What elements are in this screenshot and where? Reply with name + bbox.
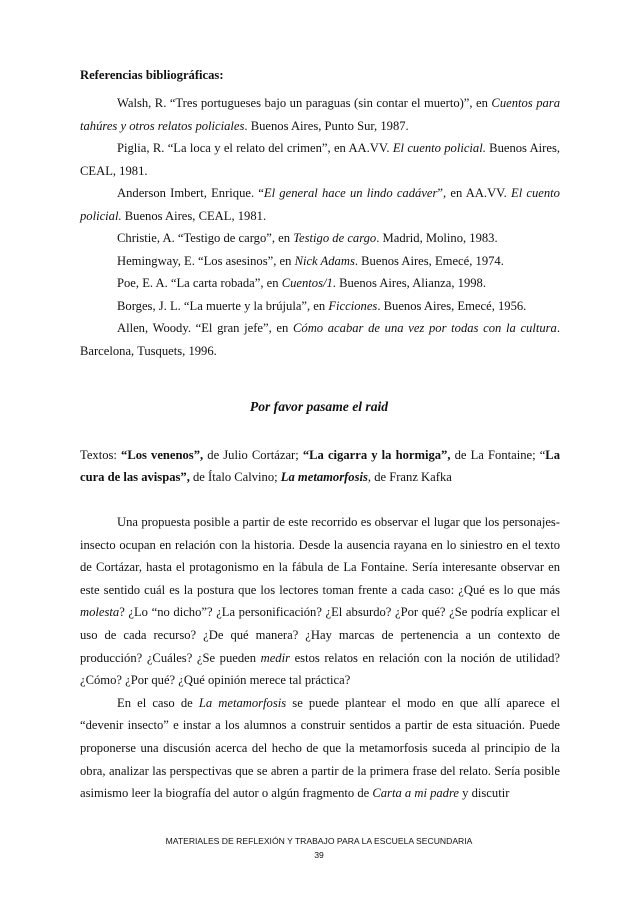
section-title: Por favor pasame el raid: [249, 399, 389, 414]
text-run: Carta a mi padre: [372, 786, 460, 801]
text-run: La cura de las avispas”,: [80, 448, 560, 484]
text-run: Cómo acabar de una vez por todas con la cultura: [293, 321, 557, 335]
reference-entry: [80, 250, 560, 273]
text-run: La metamorfosis: [198, 695, 287, 710]
text-run: Una propuesta posible a partir de este recorrido es observar el lugar que los personajes-insecto ocupan en relación con la historia. Desde la ausencia rayana en lo siniestro en el texto de Cortázar, hasta el protagonismo en la fábula de La Fontaine. Sería interesante observar en este sentido cuál es la postura que los lectores toman frente a cada caso: ¿Qué es lo que más: [80, 515, 560, 597]
text-run: de La Fontaine; “: [450, 448, 546, 462]
body-paragraph: [80, 692, 560, 805]
text-run: Anderson Imbert, Enrique. “: [117, 186, 264, 200]
text-run: . Buenos Aires, Emecé, 1956.: [377, 298, 527, 313]
page-footer: [0, 834, 638, 862]
references-list: [80, 92, 560, 362]
text-run: Testigo de cargo: [293, 231, 377, 245]
text-run: Hemingway, E. “Los asesinos”, en: [117, 253, 295, 268]
text-run: Poe, E. A. “La carta robada”, en: [117, 276, 282, 290]
text-run: . Buenos Aires, Punto Sur, 1987.: [244, 118, 409, 133]
texts-line: [80, 444, 560, 488]
text-run: Buenos Aires, CEAL, 1981.: [121, 208, 267, 223]
text-run: . Buenos Aires, Emecé, 1974.: [354, 253, 504, 268]
text-run: En el caso de: [117, 695, 199, 710]
reference-entry: [80, 272, 560, 295]
reference-entry: [80, 182, 560, 227]
text-run: Textos:: [80, 448, 122, 462]
body-text: [80, 511, 560, 805]
text-run: “Los venenos”,: [121, 448, 204, 462]
text-run: . Buenos Aires, Alianza, 1998.: [332, 276, 486, 290]
text-run: La metamorfosis: [280, 470, 368, 484]
text-run: de Julio Cortázar;: [203, 448, 303, 462]
page-number: 39: [314, 850, 324, 860]
text-run: . Madrid, Molino, 1983.: [376, 231, 498, 245]
reference-entry: [80, 317, 560, 362]
text-run: , de Franz Kafka: [367, 470, 452, 484]
reference-entry: [80, 92, 560, 137]
text-run: Christie, A. “Testigo de cargo”, en: [117, 231, 294, 245]
text-run: . Barcelona, Tusquets, 1996.: [80, 321, 560, 358]
text-run: Allen, Woody. “El gran jefe”, en: [117, 321, 293, 335]
reference-entry: [80, 137, 560, 182]
text-run: Walsh, R. “Tres portugueses bajo un paraguas (sin contar el muerto)”, en: [117, 96, 492, 110]
text-run: El cuento policial.: [392, 141, 486, 155]
text-run: se puede plantear el modo en que allí aparece el “devenir insecto” e instar a los alumnos a construir sentidos a partir de esta situación. Puede proponerse una discusión acerca del hecho de que la metamorfosis suceda al principio de la obra, analizar las perspectivas que se abren a partir de la primera frase del relato. Sería posible asimismo leer la biografía del autor o algún fragmento de: [80, 695, 561, 801]
text-run: Borges, J. L. “La muerte y la brújula”, en: [117, 298, 329, 313]
text-run: Buenos Aires, CEAL, 1981.: [80, 141, 561, 178]
text-run: Nick Adams: [294, 253, 355, 268]
text-run: Cuentos/1: [281, 276, 333, 290]
text-run: y discutir: [459, 786, 510, 801]
text-run: Piglia, R. “La loca y el relato del crimen”, en AA.VV.: [117, 141, 393, 155]
text-run: de Ítalo Calvino;: [189, 470, 281, 484]
text-run: ”, en AA.VV.: [437, 186, 512, 200]
footer-title: MATERIALES DE REFLEXIÓN Y TRABAJO PARA LA ESCUELA SECUNDARIA: [165, 836, 473, 846]
reference-entry: [80, 295, 560, 318]
text-run: Cuentos para tahúres y otros relatos policiales: [80, 96, 560, 133]
references-heading: Referencias bibliográficas:: [80, 68, 224, 82]
text-run: El cuento policial.: [80, 186, 560, 223]
text-run: estos relatos en relación con la noción de utilidad? ¿Cómo? ¿Por qué? ¿Qué opinión merece tal práctica?: [80, 650, 560, 688]
body-paragraph: [80, 511, 560, 692]
text-run: El general hace un lindo cadáver: [263, 186, 438, 200]
text-run: “La cigarra y la hormiga”,: [302, 448, 451, 462]
text-run: [281, 470, 368, 484]
text-run: molesta: [80, 605, 120, 620]
text-run: medir: [260, 650, 290, 665]
text-run: ? ¿Lo “no dicho”? ¿La personificación? ¿El absurdo? ¿Por qué? ¿Se podría explicar el uso de cada recurso? ¿De qué manera? ¿Hay marcas de pertenencia a un contexto de producción? ¿Cuáles? ¿Se pueden: [80, 605, 560, 665]
text-run: Ficciones: [328, 298, 378, 313]
reference-entry: [80, 227, 560, 250]
